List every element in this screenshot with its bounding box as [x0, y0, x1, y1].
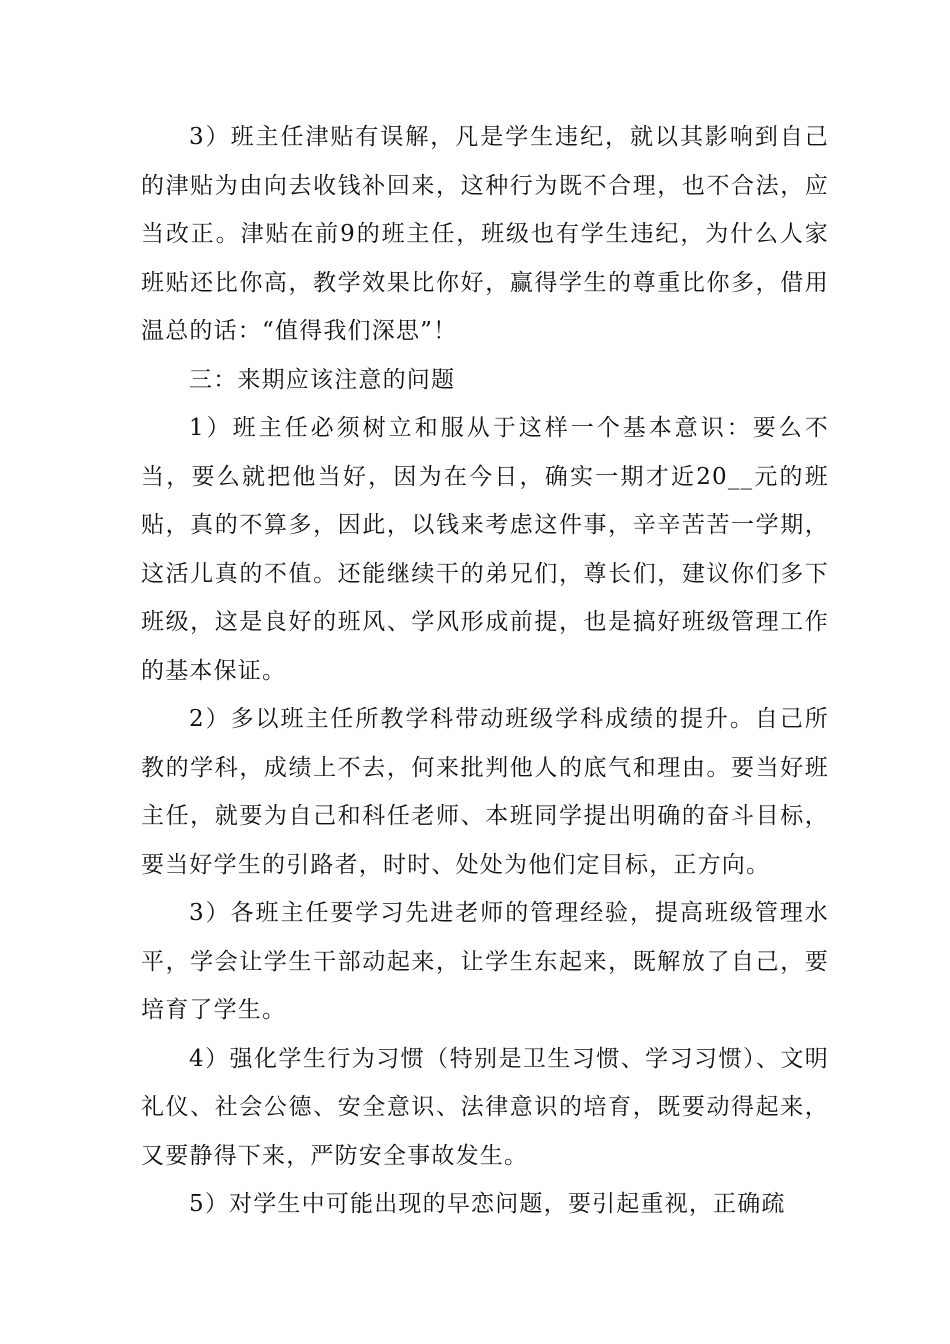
- document-body: [141, 113, 829, 1229]
- paragraph-basic-awareness: 1）班主任必须树立和服从于这样一个基本意识：要么不当，要么就把他当好，因为在今日，确实一期才近20__元的班贴，真的不算多，因此，以钱来考虑这件事，辛辛苦苦一学期，这活儿真的不值。还能继续干的弟兄们，尊长们，建议你们多下班级，这是良好的班风、学风形成前提，也是搞好班级管理工作的基本保证。: [141, 415, 829, 684]
- paragraph-allowance-misunderstanding: 3）班主任津贴有误解，凡是学生违纪，就以其影响到自己的津贴为由向去收钱补回来，这种行为既不合理，也不合法，应当改正。津贴在前9的班主任，班级也有学生违纪，为什么人家班贴还比你高，教学效果比你好，赢得学生的尊重比你多，借用温总的话：“值得我们深思”！: [141, 124, 829, 344]
- paragraph-subject-performance: 2）多以班主任所教学科带动班级学科成绩的提升。自己所教的学科，成绩上不去，何来批判他人的底气和理由。要当好班主任，就要为自己和科任老师、本班同学提出明确的奋斗目标，要当好学生的引路者，时时、处处为他们定目标，正方向。: [141, 706, 829, 878]
- paragraph-behavior-habits: 4）强化学生行为习惯（特别是卫生习惯、学习习惯）、文明礼仪、社会公德、安全意识、法律意识的培育，既要动得起来，又要静得下来，严防安全事故发生。: [141, 1045, 829, 1169]
- section-heading-next-term-issues: 三：来期应该注意的问题: [189, 366, 456, 393]
- paragraph-early-romance: 5）对学生中可能出现的早恋问题，要引起重视，正确疏: [189, 1191, 786, 1217]
- paragraph-management-experience: 3）各班主任要学习先进老师的管理经验，提高班级管理水平，学会让学生干部动起来，让学生东起来，既解放了自己，要培育了学生。: [141, 900, 829, 1023]
